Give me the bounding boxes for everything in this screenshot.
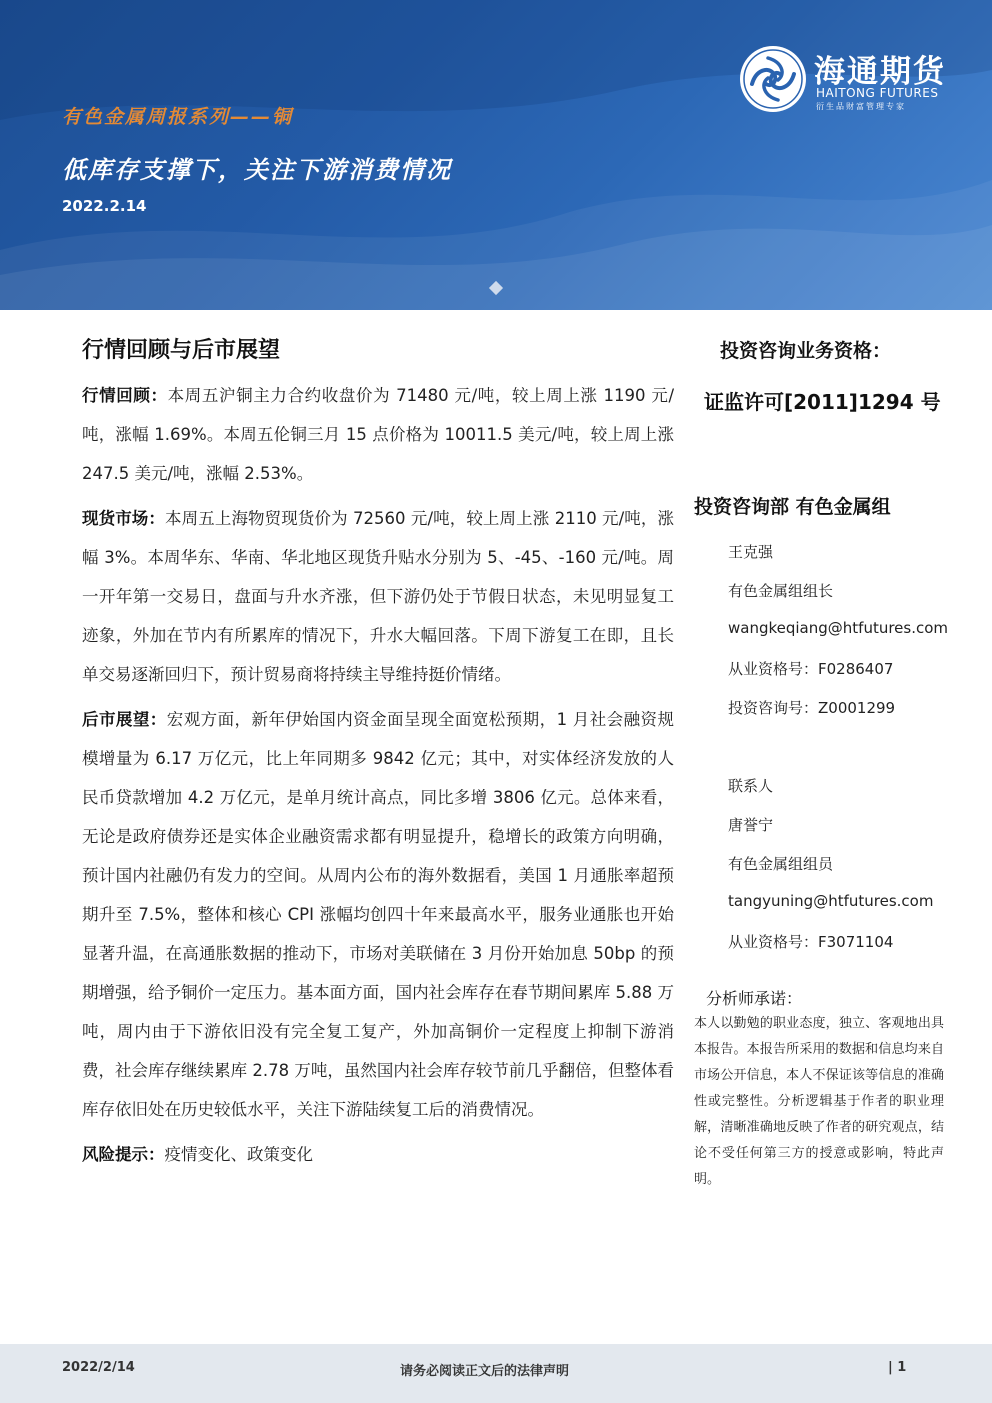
contact-name: 唐誉宁 — [728, 816, 774, 834]
page-number: | 1 — [888, 1360, 907, 1375]
paragraph-text: 宏观方面，新年伊始国内资金面呈现全面宽松预期，1 月社会融资规模增量为 6.17 万亿元，比上年同期多 9842 亿元；其中，对实体经济发放的人民币贷款增加 4.2 万亿元，是单月统计高点，同比多增 3806 亿元。总体来看，无论是政府债券还是实体企业融资需求都有明显提升，稳增长的政策方向明确，预计国内社融仍有发力的空间。从周内公布的海外数据看，美国 1 月通胀率超预期升至 7.5%，整体和核心 CPI 涨幅均创四十年来最高水平，服务业通胀也开始显著升温，在高通胀数据的推动下，市场对美联储在 3 月份开始加息 50bp 的预期增强，给予铜价一定压力。基本面方面，国内社会库存在春节期间累库 5.88 万吨，周内由于下游依旧没有完全复工复产，外加高铜价一定程度上抑制下游消费，社会库存继续累库 2.78 万吨，虽然国内社会库存较节前几乎翻倍，但整体看库存依旧处在历史较低水平，关注下游陆续复工后的消费情况。 — [82, 710, 675, 1119]
paragraph-market-review — [82, 376, 674, 493]
company-logo — [738, 44, 948, 114]
paragraph-lead: 后市展望： — [82, 710, 167, 729]
contact-label: 联系人 — [728, 777, 774, 795]
promise-title: 分析师承诺： — [706, 989, 803, 1008]
analyst-promise — [694, 986, 944, 1193]
paragraph-text: 疫情变化、政策变化 — [164, 1145, 313, 1164]
department-name: 投资咨询部 有色金属组 — [694, 496, 891, 518]
logo-english-name: HAITONG FUTURES — [816, 86, 939, 100]
header-banner — [0, 0, 992, 310]
haitong-logo-icon — [738, 44, 808, 114]
analyst-consult-id: 投资咨询号：Z0001299 — [728, 699, 896, 717]
logo-slogan: 衍生品财富管理专家 — [816, 102, 906, 111]
contact-email[interactable]: tangyuning@htfutures.com — [728, 892, 934, 910]
analyst-email[interactable]: wangkeqiang@htfutures.com — [728, 619, 949, 637]
paragraph-lead: 行情回顾： — [82, 386, 168, 405]
qualification-label: 投资咨询业务资格： — [720, 340, 892, 362]
footer-date: 2022/2/14 — [62, 1360, 135, 1375]
paragraph-text: 本周五沪铜主力合约收盘价为 71480 元/吨，较上周上涨 1190 元/吨，涨幅 1.69%。本周五伦铜三月 15 点价格为 10011.5 美元/吨，较上周上涨 247.5 美元/吨，涨幅 2.53%。 — [82, 386, 675, 483]
report-title: 低库存支撑下，关注下游消费情况 — [62, 156, 452, 184]
paragraph-lead: 现货市场： — [82, 509, 166, 528]
section-heading: 行情回顾与后市展望 — [82, 337, 281, 363]
paragraph-spot-market — [82, 499, 674, 694]
contact-title: 有色金属组组员 — [728, 855, 834, 873]
page-footer — [0, 1344, 992, 1403]
contact-license: 从业资格号：F3071104 — [728, 933, 894, 951]
main-body — [82, 376, 674, 1180]
logo-chinese-name: 海通期货 — [814, 54, 946, 90]
analyst-title: 有色金属组组长 — [728, 582, 834, 600]
paragraph-risk — [82, 1135, 674, 1174]
paragraph-outlook — [82, 700, 674, 1129]
promise-text: 本人以勤勉的职业态度，独立、客观地出具本报告。本报告所采用的数据和信息均来自市场公开信息，本人不保证该等信息的准确性或完整性。分析逻辑基于作者的职业理解，清晰准确地反映了作者的研究观点，结论不受任何第三方的授意或影响，特此声明。 — [694, 1016, 944, 1187]
footer-legal-notice[interactable]: 请务必阅读正文后的法律声明 — [400, 1364, 570, 1379]
qualification-value: 证监许可[2011]1294 号 — [704, 390, 941, 414]
analyst-license: 从业资格号：F0286407 — [728, 660, 894, 678]
analyst-name: 王克强 — [728, 543, 774, 561]
paragraph-lead: 风险提示： — [82, 1145, 165, 1164]
report-series: 有色金属周报系列——铜 — [62, 106, 294, 128]
paragraph-text: 本周五上海物贸现货价为 72560 元/吨，较上周上涨 2110 元/吨，涨幅 3%。本周华东、华南、华北地区现货升贴水分别为 5、-45、-160 元/吨。周一开年第一交易日，盘面与升水齐涨，但下游仍处于节假日状态，未见明显复工迹象，外加在节内有所累库的情况下，升水大幅回落。下周下游复工在即，且长单交易逐渐回归下，预计贸易商将持续主导维持挺价情绪。 — [82, 509, 675, 684]
report-date: 2022.2.14 — [62, 197, 147, 215]
